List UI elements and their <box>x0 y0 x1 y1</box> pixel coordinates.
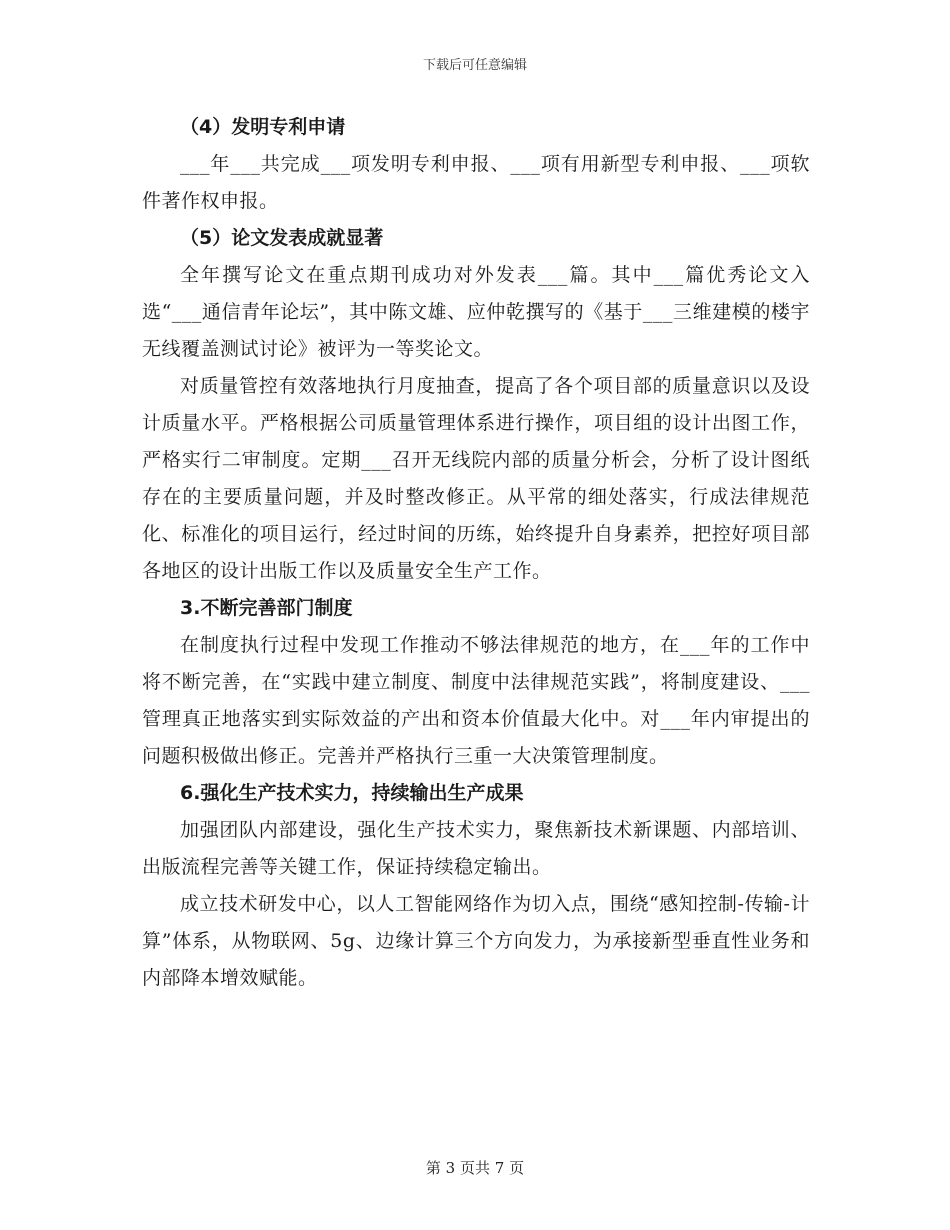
section-heading-papers: （5）论文发表成就显著 <box>180 227 384 249</box>
paragraph-team-building: 加强团队内部建设，强化生产技术实力，聚焦新技术新课题、内部培训、出版流程完善等关键工作，保证持续稳定输出。 <box>142 819 810 878</box>
section-heading-department-system: 3.不断完善部门制度 <box>180 597 353 619</box>
paragraph-department-system: 在制度执行过程中发现工作推动不够法律规范的地方，在___年的工作中将不断完善，在“实践中建立制度、制度中法律规范实践”，将制度建设、___管理真正地落实到实际效益的产出和资本价值最大化中。对___年内审提出的问题积极做出修正。完善并严格执行三重一大决策管理制度。 <box>142 634 810 767</box>
paragraph-rnd-center: 成立技术研发中心，以人工智能网络作为切入点，围绕“感知控制-传输-计算”体系，从物联网、5g、边缘计算三个方向发力，为承接新型垂直性业务和内部降本增效赋能。 <box>142 893 810 989</box>
paragraph-papers: 全年撰写论文在重点期刊成功对外发表___篇。其中___篇优秀论文入选“___通信青年论坛”，其中陈文雄、应仲乾撰写的《基于___三维建模的楼宇无线覆盖测试讨论》被评为一等奖论文。 <box>142 264 810 360</box>
page-header: 下载后可任意编辑 <box>422 58 527 73</box>
document-body <box>142 109 810 997</box>
section-heading-patents: （4）发明专利申请 <box>180 116 346 138</box>
paragraph-patents: ___年___共完成___项发明专利申报、___项有用新型专利申报、___项软件著作权申报。 <box>142 153 810 212</box>
paragraph-quality-control: 对质量管控有效落地执行月度抽查，提高了各个项目部的质量意识以及设计质量水平。严格根据公司质量管理体系进行操作，项目组的设计出图工作，严格实行二审制度。定期___召开无线院内部的质量分析会，分析了设计图纸存在的主要质量问题，并及时整改修正。从平常的细处落实，行成法律规范化、标准化的项目运行，经过时间的历练，始终提升自身素养，把控好项目部各地区的设计出版工作以及质量安全生产工作。 <box>142 375 810 582</box>
section-heading-production-tech: 6.强化生产技术实力，持续输出生产成果 <box>180 782 524 804</box>
page-footer: 第 3 页共 7 页 <box>425 1159 525 1177</box>
